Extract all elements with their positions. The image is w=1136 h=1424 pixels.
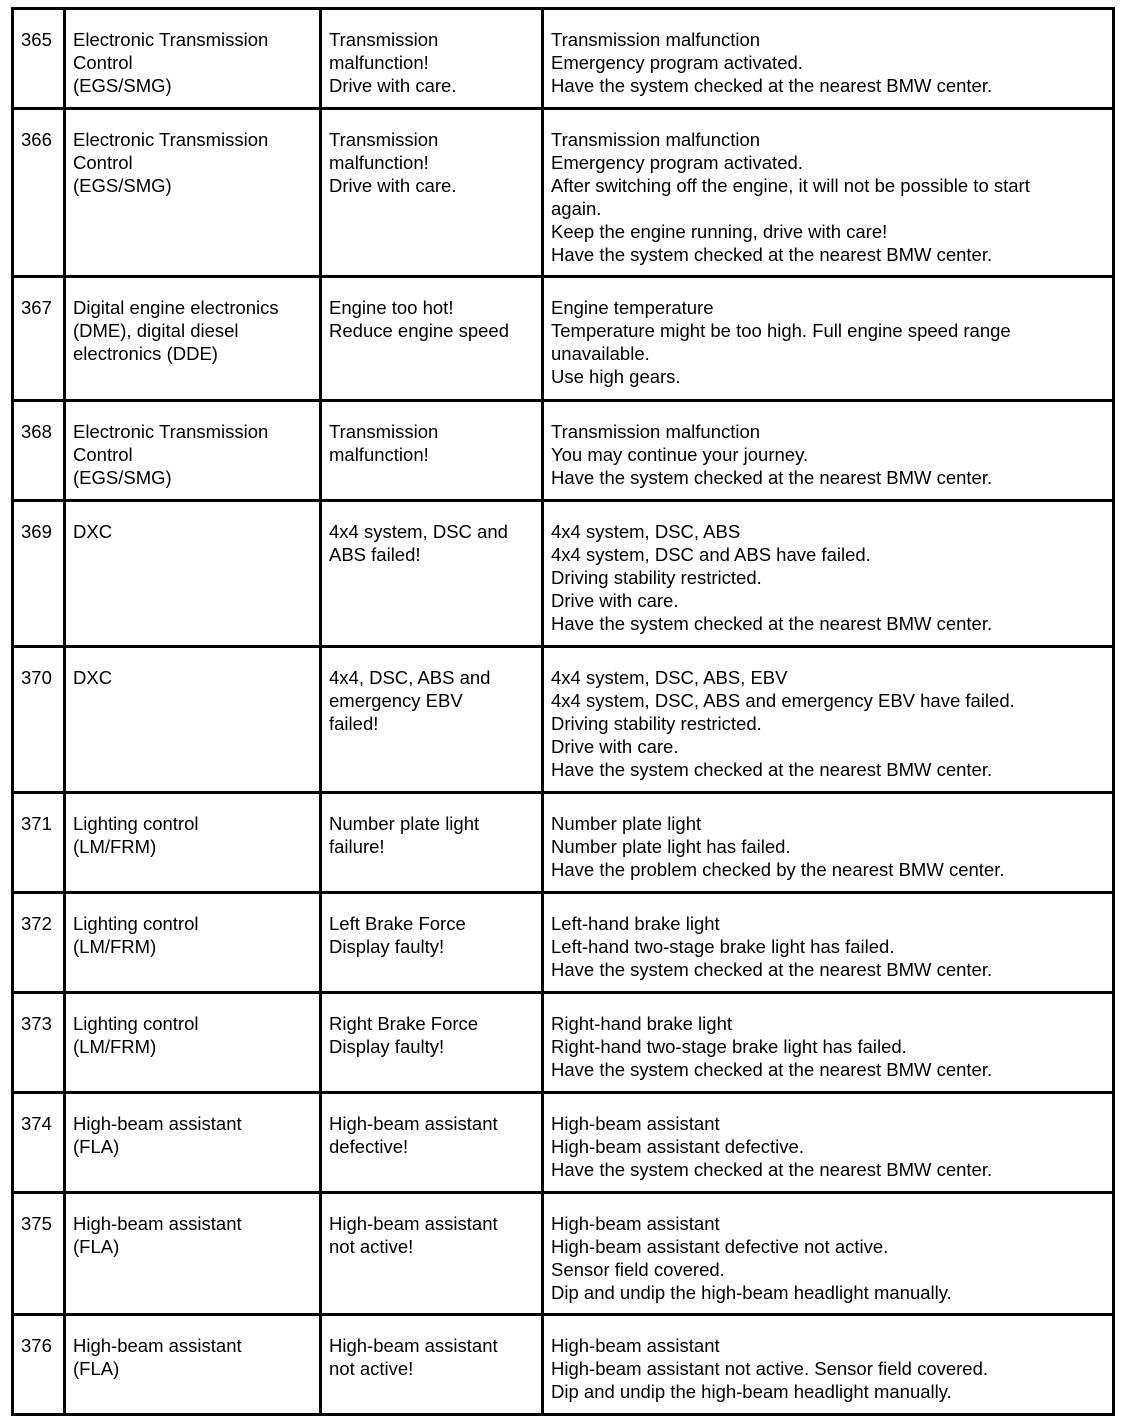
system-line: (EGS/SMG) (73, 467, 172, 488)
table-row (13, 1093, 1114, 1193)
system-line: (EGS/SMG) (73, 75, 172, 96)
system-line: Lighting control (73, 913, 199, 934)
message-details-cell (543, 277, 1114, 401)
display-message-cell (321, 277, 543, 401)
message-details-cell (543, 647, 1114, 793)
table-row (13, 501, 1114, 647)
control-unit-cell (65, 993, 321, 1093)
details-line: Have the system checked at the nearest BMW center. (551, 244, 993, 265)
system-line: Lighting control (73, 813, 199, 834)
details-line: Sensor field covered. (551, 1259, 725, 1280)
message-number-cell (13, 1193, 65, 1315)
system-line: DXC (73, 667, 113, 688)
control-unit-cell (65, 501, 321, 647)
details-line: 4x4 system, DSC, ABS and emergency EBV have failed. (551, 690, 1015, 711)
details-line: High-beam assistant (551, 1335, 720, 1356)
display-message-cell (321, 501, 543, 647)
display-message-cell (321, 9, 543, 109)
message-line: Transmission (329, 29, 439, 50)
details-line: Driving stability restricted. (551, 713, 762, 734)
system-line: (EGS/SMG) (73, 175, 172, 196)
message-line: Transmission (329, 421, 439, 442)
table-row (13, 793, 1114, 893)
message-line: Drive with care. (329, 175, 457, 196)
system-line: Electronic Transmission (73, 29, 269, 50)
details-line: Have the system checked at the nearest BMW center. (551, 1159, 993, 1180)
table-row (13, 647, 1114, 793)
message-line: Left Brake Force (329, 913, 466, 934)
table-row (13, 893, 1114, 993)
display-message-cell (321, 893, 543, 993)
details-line: Transmission malfunction (551, 129, 761, 150)
message-line: Right Brake Force (329, 1013, 479, 1034)
message-line: High-beam assistant (329, 1213, 498, 1234)
message-number-cell (13, 277, 65, 401)
message-number-cell (13, 993, 65, 1093)
message-line: 4x4 system, DSC and (329, 521, 508, 542)
message-line: Number plate light (329, 813, 480, 834)
system-line: High-beam assistant (73, 1113, 242, 1134)
message-line: emergency EBV (329, 690, 463, 711)
details-line: High-beam assistant (551, 1113, 720, 1134)
system-line: Lighting control (73, 1013, 199, 1034)
details-line: High-beam assistant not active. Sensor field covered. (551, 1358, 989, 1379)
control-unit-cell (65, 1093, 321, 1193)
system-line: Electronic Transmission (73, 129, 269, 150)
message-line: Engine too hot! (329, 297, 454, 318)
table-row (13, 9, 1114, 109)
details-line: Emergency program activated. (551, 152, 803, 173)
system-line: Electronic Transmission (73, 421, 269, 442)
message-number: 372 (21, 913, 52, 934)
message-number-cell (13, 1315, 65, 1415)
system-line: (FLA) (73, 1136, 120, 1157)
message-number: 376 (21, 1335, 52, 1356)
control-unit-cell (65, 109, 321, 277)
display-message-cell (321, 793, 543, 893)
details-line: High-beam assistant defective not active. (551, 1236, 889, 1257)
message-line: defective! (329, 1136, 409, 1157)
table-row (13, 1315, 1114, 1415)
details-line: Drive with care. (551, 590, 679, 611)
control-unit-cell (65, 9, 321, 109)
message-line: ABS failed! (329, 544, 421, 565)
details-line: After switching off the engine, it will not be possible to start (551, 175, 1030, 196)
message-number: 366 (21, 129, 52, 150)
message-line: High-beam assistant (329, 1113, 498, 1134)
message-details-cell (543, 893, 1114, 993)
control-unit-cell (65, 793, 321, 893)
message-details-cell (543, 793, 1114, 893)
message-number: 365 (21, 29, 52, 50)
details-line: Have the system checked at the nearest BMW center. (551, 613, 993, 634)
control-unit-cell (65, 647, 321, 793)
display-message-cell (321, 401, 543, 501)
details-line: 4x4 system, DSC and ABS have failed. (551, 544, 871, 565)
message-number-cell (13, 647, 65, 793)
table-body (13, 9, 1114, 1415)
system-line: DXC (73, 521, 113, 542)
message-line: malfunction! (329, 444, 429, 465)
message-details-cell (543, 501, 1114, 647)
details-line: High-beam assistant defective. (551, 1136, 804, 1157)
message-line: Display faulty! (329, 1036, 445, 1057)
table-row (13, 401, 1114, 501)
message-line: 4x4, DSC, ABS and (329, 667, 491, 688)
table-row (13, 993, 1114, 1093)
message-line: Transmission (329, 129, 439, 150)
details-line: Left-hand two-stage brake light has failed. (551, 936, 895, 957)
message-number: 373 (21, 1013, 52, 1034)
details-line: Dip and undip the high-beam headlight manually. (551, 1282, 952, 1303)
details-line: Have the system checked at the nearest BMW center. (551, 75, 993, 96)
details-line: again. (551, 198, 602, 219)
message-details-cell (543, 109, 1114, 277)
message-details-cell (543, 993, 1114, 1093)
message-details-cell (543, 1093, 1114, 1193)
message-number: 367 (21, 297, 52, 318)
message-number-cell (13, 501, 65, 647)
message-line: failure! (329, 836, 385, 857)
check-control-message-table (11, 7, 1115, 1416)
message-line: malfunction! (329, 52, 429, 73)
control-unit-cell (65, 1193, 321, 1315)
message-line: High-beam assistant (329, 1335, 498, 1356)
message-number: 369 (21, 521, 52, 542)
details-line: Use high gears. (551, 366, 681, 387)
display-message-cell (321, 1093, 543, 1193)
system-line: electronics (DDE) (73, 343, 218, 364)
message-details-cell (543, 401, 1114, 501)
message-number-cell (13, 793, 65, 893)
system-line: Control (73, 152, 133, 173)
message-line: not active! (329, 1236, 414, 1257)
message-number: 371 (21, 813, 52, 834)
system-line: (FLA) (73, 1236, 120, 1257)
details-line: Have the system checked at the nearest BMW center. (551, 759, 993, 780)
message-details-cell (543, 1193, 1114, 1315)
details-line: 4x4 system, DSC, ABS (551, 521, 741, 542)
details-line: Emergency program activated. (551, 52, 803, 73)
message-line: Drive with care. (329, 75, 457, 96)
details-line: Transmission malfunction (551, 421, 761, 442)
system-line: Control (73, 444, 133, 465)
message-number-cell (13, 401, 65, 501)
message-line: Reduce engine speed (329, 320, 510, 341)
message-line: Display faulty! (329, 936, 445, 957)
details-line: You may continue your journey. (551, 444, 809, 465)
system-line: Control (73, 52, 133, 73)
system-line: (FLA) (73, 1358, 120, 1379)
details-line: Dip and undip the high-beam headlight manually. (551, 1381, 952, 1402)
message-number-cell (13, 9, 65, 109)
message-number: 368 (21, 421, 52, 442)
details-line: Have the system checked at the nearest BMW center. (551, 467, 993, 488)
control-unit-cell (65, 277, 321, 401)
system-line: (LM/FRM) (73, 1036, 157, 1057)
message-number-cell (13, 109, 65, 277)
details-line: Left-hand brake light (551, 913, 720, 934)
message-line: failed! (329, 713, 379, 734)
display-message-cell (321, 109, 543, 277)
details-line: Drive with care. (551, 736, 679, 757)
system-line: High-beam assistant (73, 1335, 242, 1356)
message-details-cell (543, 1315, 1114, 1415)
message-number: 375 (21, 1213, 52, 1234)
message-number-cell (13, 1093, 65, 1193)
message-details-cell (543, 9, 1114, 109)
table-row (13, 109, 1114, 277)
system-line: (LM/FRM) (73, 936, 157, 957)
details-line: Temperature might be too high. Full engine speed range (551, 320, 1011, 341)
details-line: Number plate light (551, 813, 702, 834)
details-line: Right-hand brake light (551, 1013, 732, 1034)
details-line: High-beam assistant (551, 1213, 720, 1234)
message-line: not active! (329, 1358, 414, 1379)
details-line: Number plate light has failed. (551, 836, 791, 857)
message-line: malfunction! (329, 152, 429, 173)
control-unit-cell (65, 401, 321, 501)
details-line: 4x4 system, DSC, ABS, EBV (551, 667, 788, 688)
details-line: Right-hand two-stage brake light has failed. (551, 1036, 907, 1057)
details-line: Transmission malfunction (551, 29, 761, 50)
details-line: Have the system checked at the nearest BMW center. (551, 1059, 993, 1080)
message-number: 374 (21, 1113, 52, 1134)
system-line: High-beam assistant (73, 1213, 242, 1234)
message-number: 370 (21, 667, 52, 688)
details-line: Have the system checked at the nearest BMW center. (551, 959, 993, 980)
table-row (13, 1193, 1114, 1315)
display-message-cell (321, 647, 543, 793)
system-line: (LM/FRM) (73, 836, 157, 857)
details-line: Driving stability restricted. (551, 567, 762, 588)
display-message-cell (321, 1193, 543, 1315)
control-unit-cell (65, 1315, 321, 1415)
message-number-cell (13, 893, 65, 993)
details-line: unavailable. (551, 343, 650, 364)
system-line: Digital engine electronics (73, 297, 279, 318)
display-message-cell (321, 993, 543, 1093)
control-unit-cell (65, 893, 321, 993)
table-row (13, 277, 1114, 401)
system-line: (DME), digital diesel (73, 320, 239, 341)
details-line: Have the problem checked by the nearest BMW center. (551, 859, 1005, 880)
display-message-cell (321, 1315, 543, 1415)
details-line: Keep the engine running, drive with care! (551, 221, 888, 242)
details-line: Engine temperature (551, 297, 714, 318)
